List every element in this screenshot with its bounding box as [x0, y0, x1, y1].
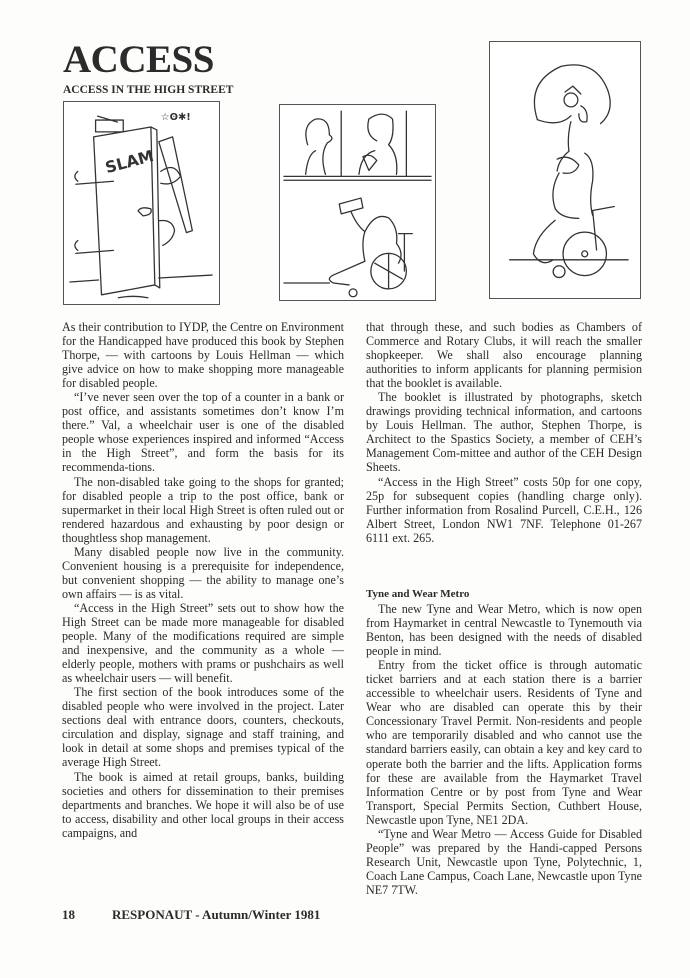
cartoon-counter	[279, 104, 436, 301]
article-subtitle: ACCESS IN THE HIGH STREET	[63, 84, 234, 96]
paragraph: The book is aimed at retail groups, banks, building societies and others for dissemination to their premises departments and branches. We hope it will also be of use to access, disability and other local groups in their access campaigns, and	[62, 769, 344, 840]
paragraph: As their contribution to IYDP, the Centre on Environment for the Handicapped have produced this book by Stephen Thorpe, — with cartoons by Louis Hellman — which give advice on how to make shopping more manageable for disabled people.	[62, 320, 344, 391]
phone-hood	[534, 65, 610, 124]
clerk-left	[306, 119, 332, 174]
receiver-handset	[557, 157, 579, 173]
article-column-right	[366, 320, 642, 545]
door-slam-illustration	[64, 102, 219, 304]
phone-dial	[564, 93, 578, 107]
cartoon-door-slam	[63, 101, 220, 305]
paragraph: “I’ve never seen over the top of a counter in a bank or post office, and assistants sometimes don’t know I’m there.” Val, a wheelchair user is one of the disabled people whose experiences inspired and informed “Access in the High Street”, and form the basis for its recommenda-tions.	[62, 390, 344, 475]
paragraph: The non-disabled take going to the shops for granted; for disabled people a trip to the post office, bank or supermarket in their local High Street is often ruled out or rendered hazardous and exhausting by poor design or thoughtless shop management.	[62, 474, 344, 545]
paragraph: Many disabled people now live in the community. Convenient housing is a prerequisite for independence, but convenient shopping — the ability to manage one’s own affairs — is as vital.	[62, 544, 344, 601]
exclamation-text: ☆ʘ✱!	[160, 112, 191, 124]
paragraph: “Tyne and Wear Metro — Access Guide for Disabled People” was prepared by the Handi-capped Persons Research Unit, Newcastle upon Tyne, Polytechnic, 1, Coach Lane Campus, Coach Lane, Newcastle upon Tyne NE7 7TW.	[366, 826, 642, 897]
paragraph: The booklet is illustrated by photographs, sketch drawings providing technical information, and cartoons by Louis Hellman. The author, Stephen Thorpe, is Architect to the Spastics Society, a member of CEH’s Management Com-mittee and author of the CEH Design Sheets.	[366, 390, 642, 475]
wheelchair-wheel	[563, 232, 606, 275]
slam-text: SLAM	[103, 146, 156, 178]
cartoon-telephone	[489, 41, 641, 299]
section-heading-metro: Tyne and Wear Metro	[366, 588, 470, 600]
telephone-illustration	[490, 42, 640, 298]
paragraph: “Access in the High Street” costs 50p for one copy, 25p for subsequent copies (handling charge only). Further information from Rosalind Purcell, C.E.H., 126 Albert Street, London NW1 7NF. Telephone 01-267 6111 ext. 265.	[366, 474, 642, 545]
paragraph: The first section of the book introduces some of the disabled people who were involved in the project. Later sections deal with entrance doors, counters, checkouts, circulation and display, signage and staff training, and look in detail at some shops and premises typical of the average High Street.	[62, 685, 344, 770]
page-title: ACCESS	[63, 38, 214, 81]
wheelchair-user	[351, 212, 401, 263]
paragraph: “Access in the High Street” sets out to show how the High Street can be made more manageable for disabled people. Many of the modifications required are simple and inexpensive, and the community as a whole — elderly people, mothers with prams or pushchairs as well as wheelchair users — will benefit.	[62, 600, 344, 686]
counter-illustration	[280, 105, 435, 300]
article-column-left	[62, 320, 344, 840]
page-footer	[62, 907, 320, 923]
paragraph: Entry from the ticket office is through automatic ticket barriers and at each station there is a barrier accessible to wheelchair users. Residents of Tyne and Wear who are disabled can operate this by their Concessionary Travel Permit. Non-residents and people who are temporarily disabled and who cannot use the standard barriers easily, can obtain a key and key card to operate both the barrier and the lifts. Application forms for these are available from the Haymarket Travel Information Centre or by post from Tyne and Wear Transport, Special Permits Section, Cuthbert House, Newcastle upon Tyne, NE1 2DA.	[366, 658, 642, 827]
paragraph: The new Tyne and Wear Metro, which is now open from Haymarket in central Newcastle to Tynemouth via Benton, has been designed with the needs of disabled people in mind.	[366, 602, 642, 659]
publication-name: RESPONAUT - Autumn/Winter 1981	[112, 907, 321, 922]
page-number: 18	[62, 907, 75, 922]
paragraph: that through these, and such bodies as Chambers of Commerce and Rotary Clubs, it will reach the smaller shopkeeper. We shall also encourage planning authorities to inform applicants for planning permision that the booklet is available.	[366, 320, 642, 391]
metro-section-body	[366, 602, 642, 897]
clerk-right	[359, 114, 397, 174]
